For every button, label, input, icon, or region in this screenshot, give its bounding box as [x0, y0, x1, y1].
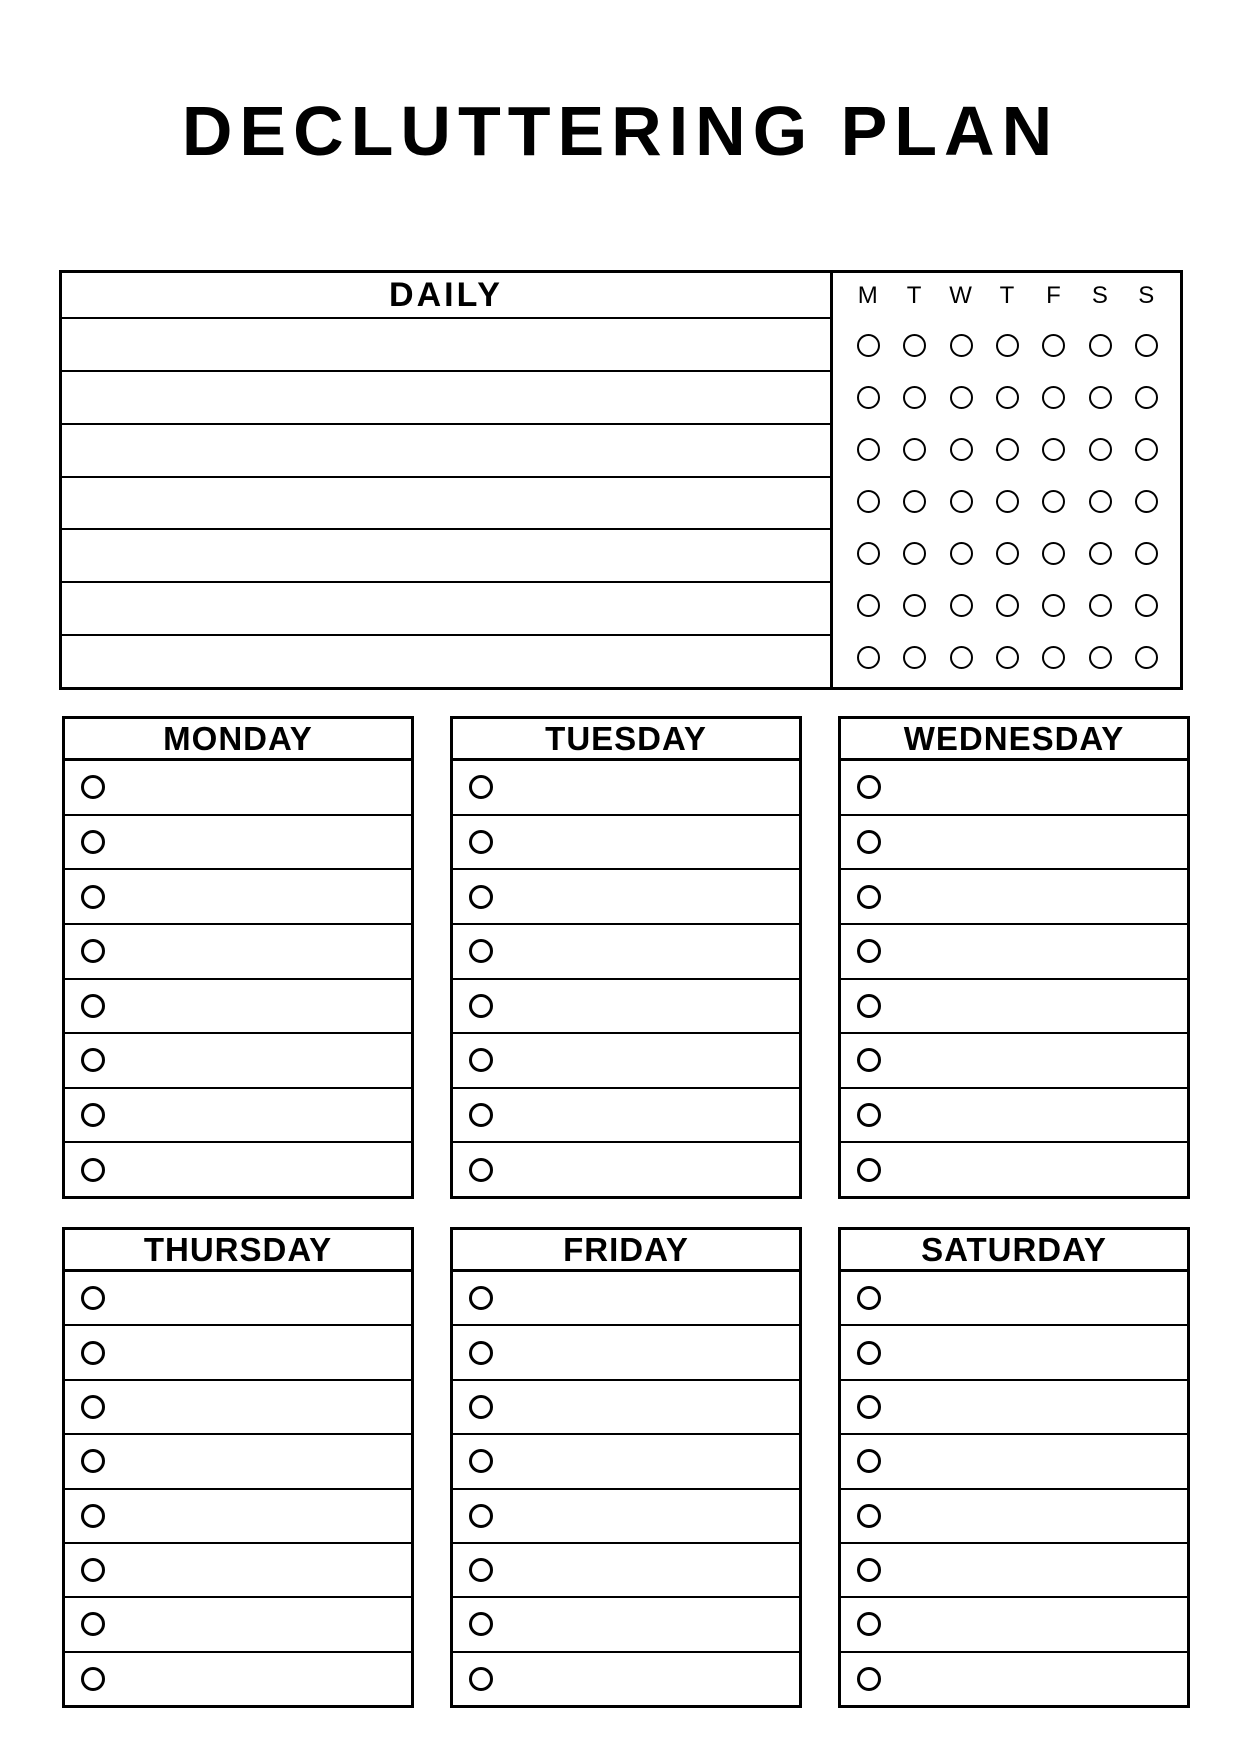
- tracker-circle[interactable]: [1042, 594, 1065, 617]
- task-circle[interactable]: [81, 1341, 105, 1365]
- day-task-row[interactable]: [453, 1089, 799, 1144]
- day-card-friday: [450, 1227, 802, 1708]
- tracker-circle[interactable]: [903, 438, 926, 461]
- day-card-tuesday: [450, 716, 802, 1199]
- task-circle[interactable]: [857, 1612, 881, 1636]
- daily-task-list: [62, 273, 833, 687]
- tracker-circle[interactable]: [950, 490, 973, 513]
- task-circle[interactable]: [81, 1395, 105, 1419]
- day-task-row[interactable]: [65, 1435, 411, 1489]
- task-circle[interactable]: [81, 939, 105, 963]
- daily-task-rows: [62, 319, 830, 687]
- tracker-circle[interactable]: [950, 386, 973, 409]
- day-task-row[interactable]: [65, 1089, 411, 1144]
- day-task-row[interactable]: [841, 816, 1187, 871]
- day-card-rows: [453, 1272, 799, 1705]
- tracker-circle[interactable]: [950, 438, 973, 461]
- task-circle[interactable]: [469, 1558, 493, 1582]
- tracker-circle[interactable]: [1089, 490, 1112, 513]
- tracker-circle[interactable]: [903, 386, 926, 409]
- tracker-circle[interactable]: [1089, 438, 1112, 461]
- day-task-row[interactable]: [65, 1544, 411, 1598]
- day-grid-row-2: [62, 1227, 1190, 1708]
- day-task-row[interactable]: [841, 870, 1187, 925]
- day-task-row[interactable]: [453, 1490, 799, 1544]
- tracker-circle[interactable]: [1042, 542, 1065, 565]
- task-circle[interactable]: [469, 1667, 493, 1691]
- day-task-row[interactable]: [841, 1034, 1187, 1089]
- task-circle[interactable]: [857, 1667, 881, 1691]
- tracker-circle[interactable]: [996, 490, 1019, 513]
- day-task-row[interactable]: [841, 980, 1187, 1035]
- tracker-circle[interactable]: [1089, 646, 1112, 669]
- task-circle[interactable]: [857, 939, 881, 963]
- tracker-circle[interactable]: [996, 438, 1019, 461]
- tracker-circle[interactable]: [1042, 646, 1065, 669]
- day-task-row[interactable]: [65, 1326, 411, 1380]
- daily-task-row[interactable]: [62, 636, 830, 687]
- task-circle[interactable]: [469, 1395, 493, 1419]
- tracker-circle[interactable]: [1135, 438, 1158, 461]
- task-circle[interactable]: [857, 775, 881, 799]
- day-task-row[interactable]: [453, 1598, 799, 1652]
- task-circle[interactable]: [857, 1158, 881, 1182]
- task-circle[interactable]: [469, 1048, 493, 1072]
- task-circle[interactable]: [81, 1504, 105, 1528]
- tracker-circle[interactable]: [857, 334, 880, 357]
- day-task-row[interactable]: [841, 925, 1187, 980]
- tracker-day-letter: M: [857, 282, 879, 309]
- day-task-row[interactable]: [841, 1435, 1187, 1489]
- tracker-circle[interactable]: [1042, 438, 1065, 461]
- tracker-circle[interactable]: [1042, 386, 1065, 409]
- day-card-header: THURSDAY: [65, 1230, 411, 1272]
- task-circle[interactable]: [81, 994, 105, 1018]
- tracker-circle[interactable]: [857, 438, 880, 461]
- tracker-circle[interactable]: [903, 542, 926, 565]
- tracker-circle[interactable]: [1135, 386, 1158, 409]
- day-task-row[interactable]: [841, 1272, 1187, 1326]
- day-card-rows: [65, 1272, 411, 1705]
- tracker-circle[interactable]: [950, 334, 973, 357]
- day-task-row[interactable]: [841, 761, 1187, 816]
- tracker-day-letter: S: [1091, 282, 1109, 309]
- day-task-row[interactable]: [841, 1544, 1187, 1598]
- day-card-rows: [65, 761, 411, 1196]
- task-circle[interactable]: [81, 1667, 105, 1691]
- day-card-header: SATURDAY: [841, 1230, 1187, 1272]
- day-task-row[interactable]: [65, 1653, 411, 1705]
- task-circle[interactable]: [857, 1103, 881, 1127]
- day-card-header: FRIDAY: [453, 1230, 799, 1272]
- task-circle[interactable]: [469, 1504, 493, 1528]
- day-task-row[interactable]: [65, 1034, 411, 1089]
- day-card-header: TUESDAY: [453, 719, 799, 761]
- tracker-day-letter: T: [999, 282, 1016, 309]
- task-circle[interactable]: [81, 830, 105, 854]
- day-card-header: WEDNESDAY: [841, 719, 1187, 761]
- tracker-circle[interactable]: [1135, 594, 1158, 617]
- daily-task-row[interactable]: [62, 478, 830, 531]
- task-circle[interactable]: [857, 1504, 881, 1528]
- day-card-header: MONDAY: [65, 719, 411, 761]
- tracker-circle[interactable]: [903, 646, 926, 669]
- task-circle[interactable]: [857, 885, 881, 909]
- tracker-circle[interactable]: [1135, 542, 1158, 565]
- tracker-day-letter: F: [1046, 282, 1062, 309]
- tracker-circle[interactable]: [996, 594, 1019, 617]
- day-task-row[interactable]: [841, 1143, 1187, 1196]
- tracker-day-letter: T: [906, 282, 923, 309]
- task-circle[interactable]: [469, 775, 493, 799]
- day-task-row[interactable]: [65, 1381, 411, 1435]
- task-circle[interactable]: [469, 1449, 493, 1473]
- day-task-row[interactable]: [453, 925, 799, 980]
- task-circle[interactable]: [81, 1612, 105, 1636]
- task-circle[interactable]: [469, 939, 493, 963]
- day-task-row[interactable]: [841, 1598, 1187, 1652]
- task-circle[interactable]: [857, 1558, 881, 1582]
- daily-task-row[interactable]: [62, 425, 830, 478]
- day-task-row[interactable]: [65, 1143, 411, 1196]
- tracker-circle[interactable]: [857, 646, 880, 669]
- tracker-day-letter: S: [1138, 282, 1156, 309]
- tracker-circle[interactable]: [1089, 594, 1112, 617]
- tracker-circle[interactable]: [950, 646, 973, 669]
- tracker-circle[interactable]: [1042, 334, 1065, 357]
- task-circle[interactable]: [857, 1341, 881, 1365]
- tracker-circle[interactable]: [1135, 646, 1158, 669]
- day-task-row[interactable]: [841, 1326, 1187, 1380]
- page-title: DECLUTTERING PLAN: [181, 92, 1060, 170]
- tracker-circle[interactable]: [857, 490, 880, 513]
- task-circle[interactable]: [857, 1286, 881, 1310]
- day-task-row[interactable]: [841, 1653, 1187, 1705]
- task-circle[interactable]: [857, 1048, 881, 1072]
- task-circle[interactable]: [81, 1449, 105, 1473]
- day-task-row[interactable]: [453, 1034, 799, 1089]
- task-circle[interactable]: [469, 1612, 493, 1636]
- task-circle[interactable]: [469, 1341, 493, 1365]
- tracker-circle[interactable]: [1089, 542, 1112, 565]
- tracker-circle[interactable]: [857, 542, 880, 565]
- task-circle[interactable]: [469, 1286, 493, 1310]
- daily-task-row[interactable]: [62, 319, 830, 372]
- day-task-row[interactable]: [453, 816, 799, 871]
- day-task-row[interactable]: [453, 1272, 799, 1326]
- tracker-circle[interactable]: [1089, 334, 1112, 357]
- day-task-row[interactable]: [65, 925, 411, 980]
- day-task-row[interactable]: [453, 1143, 799, 1196]
- day-task-row[interactable]: [453, 1544, 799, 1598]
- tracker-circle[interactable]: [1135, 334, 1158, 357]
- day-card-rows: [841, 1272, 1187, 1705]
- daily-task-row[interactable]: [62, 530, 830, 583]
- day-task-row[interactable]: [65, 1598, 411, 1652]
- tracker-circle[interactable]: [1042, 490, 1065, 513]
- task-circle[interactable]: [469, 1103, 493, 1127]
- day-grid-row-1: [62, 716, 1190, 1199]
- day-card-wednesday: [838, 716, 1190, 1199]
- day-task-row[interactable]: [453, 1435, 799, 1489]
- tracker-circle[interactable]: [903, 594, 926, 617]
- day-task-row[interactable]: [453, 1653, 799, 1705]
- tracker-circle[interactable]: [950, 594, 973, 617]
- tracker-circle[interactable]: [996, 334, 1019, 357]
- tracker-day-letter: W: [949, 282, 973, 309]
- tracker-circle[interactable]: [857, 386, 880, 409]
- day-task-row[interactable]: [453, 761, 799, 816]
- day-task-row[interactable]: [841, 1089, 1187, 1144]
- day-card-thursday: [62, 1227, 414, 1708]
- daily-task-row[interactable]: [62, 372, 830, 425]
- day-task-row[interactable]: [453, 1381, 799, 1435]
- tracker-circle[interactable]: [1089, 386, 1112, 409]
- day-card-monday: [62, 716, 414, 1199]
- daily-header: DAILY: [62, 273, 830, 319]
- tracker-circle[interactable]: [1135, 490, 1158, 513]
- tracker-circle[interactable]: [903, 490, 926, 513]
- day-task-row[interactable]: [453, 1326, 799, 1380]
- task-circle[interactable]: [81, 1558, 105, 1582]
- task-circle[interactable]: [857, 1395, 881, 1419]
- tracker-circle[interactable]: [996, 542, 1019, 565]
- weekly-tracker: [833, 273, 1180, 687]
- tracker-circle[interactable]: [903, 334, 926, 357]
- task-circle[interactable]: [81, 1158, 105, 1182]
- day-card-saturday: [838, 1227, 1190, 1708]
- daily-section: [59, 270, 1183, 690]
- tracker-header-row: [845, 273, 1170, 319]
- tracker-circle[interactable]: [950, 542, 973, 565]
- day-task-row[interactable]: [65, 980, 411, 1035]
- task-circle[interactable]: [469, 994, 493, 1018]
- day-task-row[interactable]: [65, 870, 411, 925]
- day-task-row[interactable]: [65, 761, 411, 816]
- daily-task-row[interactable]: [62, 583, 830, 636]
- day-card-rows: [841, 761, 1187, 1196]
- task-circle[interactable]: [81, 1103, 105, 1127]
- task-circle[interactable]: [81, 775, 105, 799]
- tracker-circle[interactable]: [996, 646, 1019, 669]
- day-task-row[interactable]: [65, 1490, 411, 1544]
- day-task-row[interactable]: [841, 1381, 1187, 1435]
- day-task-row[interactable]: [453, 980, 799, 1035]
- task-circle[interactable]: [81, 885, 105, 909]
- day-task-row[interactable]: [841, 1490, 1187, 1544]
- tracker-circle[interactable]: [996, 386, 1019, 409]
- tracker-grid: [845, 319, 1170, 683]
- day-task-row[interactable]: [65, 816, 411, 871]
- task-circle[interactable]: [81, 1048, 105, 1072]
- task-circle[interactable]: [857, 830, 881, 854]
- task-circle[interactable]: [469, 885, 493, 909]
- day-task-row[interactable]: [453, 870, 799, 925]
- tracker-circle[interactable]: [857, 594, 880, 617]
- day-card-rows: [453, 761, 799, 1196]
- task-circle[interactable]: [469, 830, 493, 854]
- task-circle[interactable]: [857, 994, 881, 1018]
- task-circle[interactable]: [857, 1449, 881, 1473]
- task-circle[interactable]: [81, 1286, 105, 1310]
- task-circle[interactable]: [469, 1158, 493, 1182]
- day-task-row[interactable]: [65, 1272, 411, 1326]
